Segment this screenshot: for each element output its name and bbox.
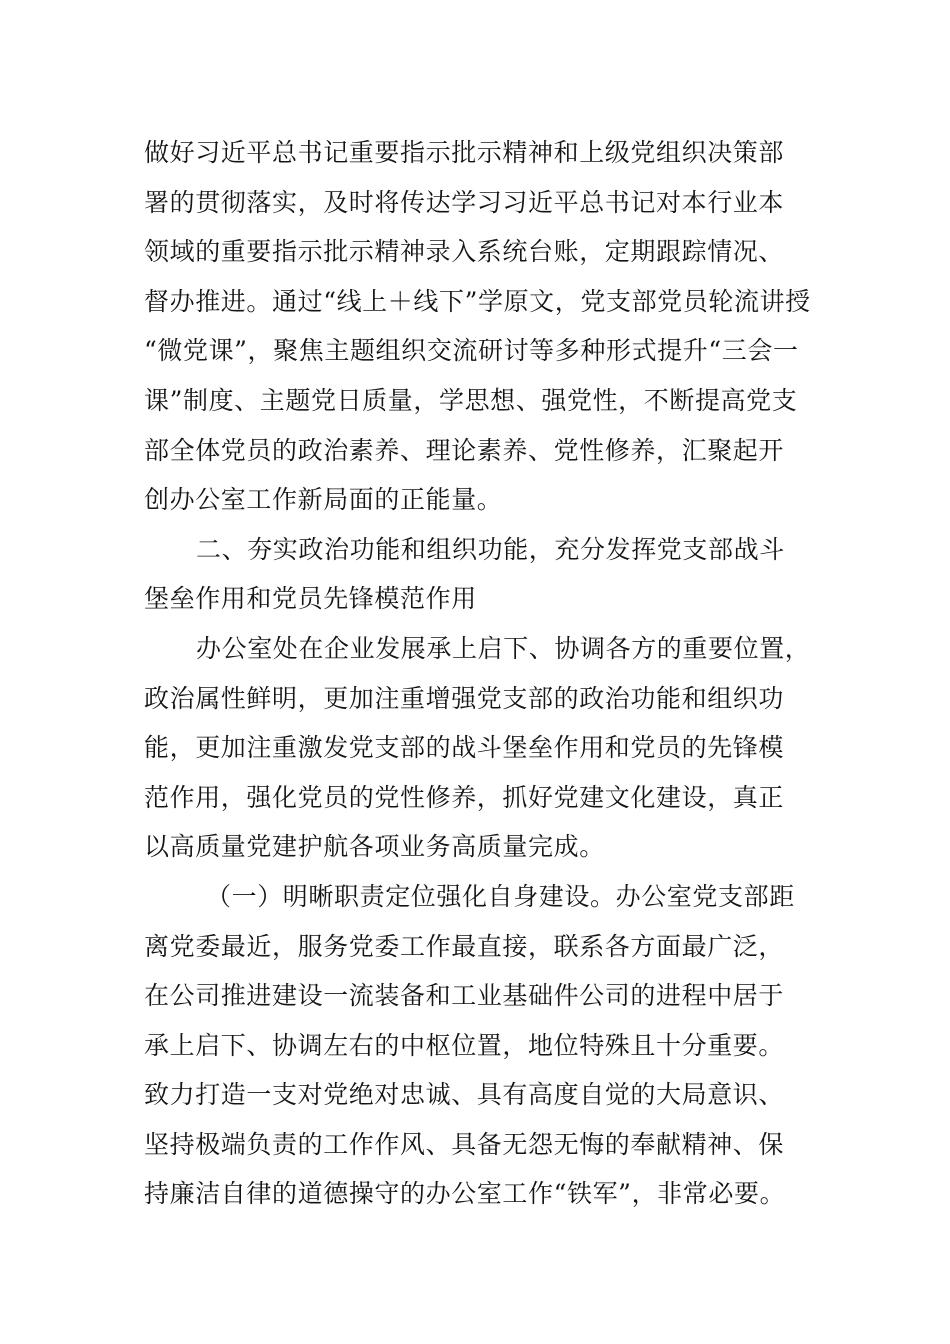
text-line: 致力打造一支对党绝对忠诚、具有高度自觉的大局意识、 xyxy=(144,1080,785,1110)
text-line: 做好习近平总书记重要指示批示精神和上级党组织决策部 xyxy=(144,138,785,167)
text-line: 范作用，强化党员的党性修养，抓好党建文化建设，真正 xyxy=(144,782,785,812)
text-line: 以高质量党建护航各项业务高质量完成。 xyxy=(144,832,605,862)
text-line: 课”制度、主题党日质量，学思想、强党性，不断提高党支 xyxy=(144,385,798,415)
text-line: 离党委最近，服务党委工作最直接，联系各方面最广泛， xyxy=(144,931,785,961)
text-line: 部全体党员的政治素养、理论素养、党性修养，汇聚起开 xyxy=(144,435,785,465)
text-line: 政治属性鲜明，更加注重增强党支部的政治功能和组织功 xyxy=(144,683,785,713)
text-line: 在公司推进建设一流装备和工业基础件公司的进程中居于 xyxy=(144,981,785,1011)
text-line: “微党课”，聚焦主题组织交流研讨等多种形式提升“三会一 xyxy=(144,336,799,366)
text-line: 署的贯彻落实，及时将传达学习习近平总书记对本行业本 xyxy=(144,187,785,217)
section-heading-line: 堡垒作用和党员先锋模范作用 xyxy=(144,584,477,614)
section-heading-line: 二、夯实政治功能和组织功能，充分发挥党支部战斗 xyxy=(196,534,785,564)
text-line: 能，更加注重激发党支部的战斗堡垒作用和党员的先锋模 xyxy=(144,733,785,763)
text-line: 创办公室工作新局面的正能量。 xyxy=(144,485,503,515)
text-line: 领域的重要指示批示精神录入系统台账，定期跟踪情况、 xyxy=(144,237,785,267)
text-line: 督办推进。通过“线上＋线下”学原文，党支部党员轮流讲授 xyxy=(144,286,811,316)
subsection-heading-line: （一）明晰职责定位强化自身建设。办公室党支部距 xyxy=(206,881,795,911)
text-line: 承上启下、协调左右的中枢位置，地位特殊且十分重要。 xyxy=(144,1030,785,1060)
text-line: 办公室处在企业发展承上启下、协调各方的重要位置， xyxy=(196,633,811,663)
document-body xyxy=(144,128,814,1219)
text-line: 坚持极端负责的工作作风、具备无怨无悔的奉献精神、保 xyxy=(144,1129,785,1159)
text-line: 持廉洁自律的道德操守的办公室工作“铁军”，非常必要。 xyxy=(144,1179,786,1209)
